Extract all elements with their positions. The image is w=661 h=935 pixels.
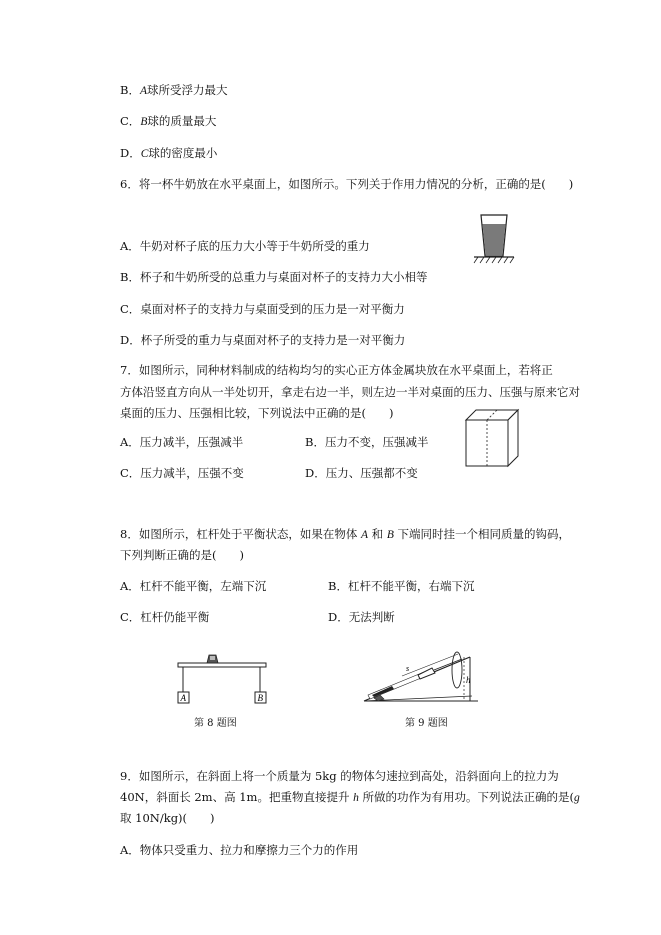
ball-label: C xyxy=(140,148,149,160)
q7-option-a: A．压力减半，压强减半 xyxy=(120,435,244,449)
q8-option-a: A．杠杆不能平衡，左端下沉 xyxy=(120,579,267,593)
q5-option-d xyxy=(120,145,217,162)
stem-text: 所做的功作为有用功。下列说法正确的是( xyxy=(358,790,574,804)
q8-option-d: D．无法判断 xyxy=(328,610,395,624)
stem-text: 和 xyxy=(368,527,387,541)
option-letter: D． xyxy=(120,146,141,160)
q9-option-a: A．物体只受重力、拉力和摩擦力三个力的作用 xyxy=(120,843,359,857)
q7-option-b: B．压力不变，压强减半 xyxy=(305,435,429,449)
q7-stem-line2: 方体沿竖直方向从一半处切开，拿走右边一半，则左边一半对桌面的压力、压强与原来它对 xyxy=(120,385,580,399)
ball-label: A xyxy=(139,85,147,97)
g-variable: g xyxy=(574,792,580,804)
stem-text: 8．如图所示，杠杆处于平衡状态，如果在物体 xyxy=(120,527,361,541)
q7-option-c: C．压力减半，压强不变 xyxy=(120,466,244,480)
stem-text: 40N，斜面长 2m、高 1m。把重物直接提升 xyxy=(120,790,354,804)
q6-option-d: D．杯子所受的重力与桌面对杯子的支持力是一对平衡力 xyxy=(120,333,406,347)
option-letter: C． xyxy=(120,114,141,128)
object-b-label: B xyxy=(386,529,394,541)
q6-option-a: A．牛奶对杯子底的压力大小等于牛奶所受的重力 xyxy=(120,239,370,253)
q5-option-c xyxy=(120,113,216,130)
q7-stem-line1: 7．如图所示，同种材料制成的结构均匀的实心正方体金属块放在水平桌面上，若将正 xyxy=(120,363,553,377)
option-letter: B． xyxy=(120,83,140,97)
fig8-caption: 第 8 题图 xyxy=(194,718,237,729)
s-label: s xyxy=(406,664,410,673)
stem-text: 下端同时挂一个相同质量的钩码， xyxy=(393,527,571,541)
q6-stem: 6．将一杯牛奶放在水平桌面上，如图所示。下列关于作用力情况的分析，正确的是( ) xyxy=(120,177,574,191)
option-text: 球的质量最大 xyxy=(147,114,217,128)
q6-option-b: B．杯子和牛奶所受的总重力与桌面对杯子的支持力大小相等 xyxy=(120,270,428,284)
q9-stem-line1: 9．如图所示，在斜面上将一个质量为 5kg 的物体匀速拉到高处，沿斜面向上的拉力为 xyxy=(120,769,559,783)
q6-option-c: C．桌面对杯子的支持力与桌面受到的压力是一对平衡力 xyxy=(120,302,405,316)
q9-stem-line2 xyxy=(120,789,580,806)
ball-label: B xyxy=(140,116,148,128)
h-label: h xyxy=(466,675,471,685)
q8-stem-line1 xyxy=(120,526,570,543)
incline-figure xyxy=(362,643,487,707)
fig9-caption: 第 9 题图 xyxy=(405,718,448,729)
cube-figure xyxy=(462,404,522,468)
q5-option-b xyxy=(120,82,227,99)
option-text: 球所受浮力最大 xyxy=(146,83,228,97)
block-a-label: A xyxy=(180,693,186,703)
q8-stem-line2: 下列判断正确的是( ) xyxy=(120,548,244,562)
q7-stem-line3: 桌面的压力、压强相比较，下列说法中正确的是( ) xyxy=(120,406,394,420)
option-text: 球的密度最小 xyxy=(148,146,218,160)
lever-figure xyxy=(175,655,275,705)
q8-option-b: B．杠杆不能平衡，右端下沉 xyxy=(328,579,475,593)
q8-option-c: C．杠杆仍能平衡 xyxy=(120,610,210,624)
h-variable: h xyxy=(353,792,359,804)
object-a-label: A xyxy=(360,529,369,541)
q7-option-d: D．压力、压强都不变 xyxy=(305,466,418,480)
q9-stem-line3: 取 10N/kg)( ) xyxy=(120,811,215,825)
block-b-label: B xyxy=(257,693,263,703)
milk-cup-figure xyxy=(470,210,520,270)
